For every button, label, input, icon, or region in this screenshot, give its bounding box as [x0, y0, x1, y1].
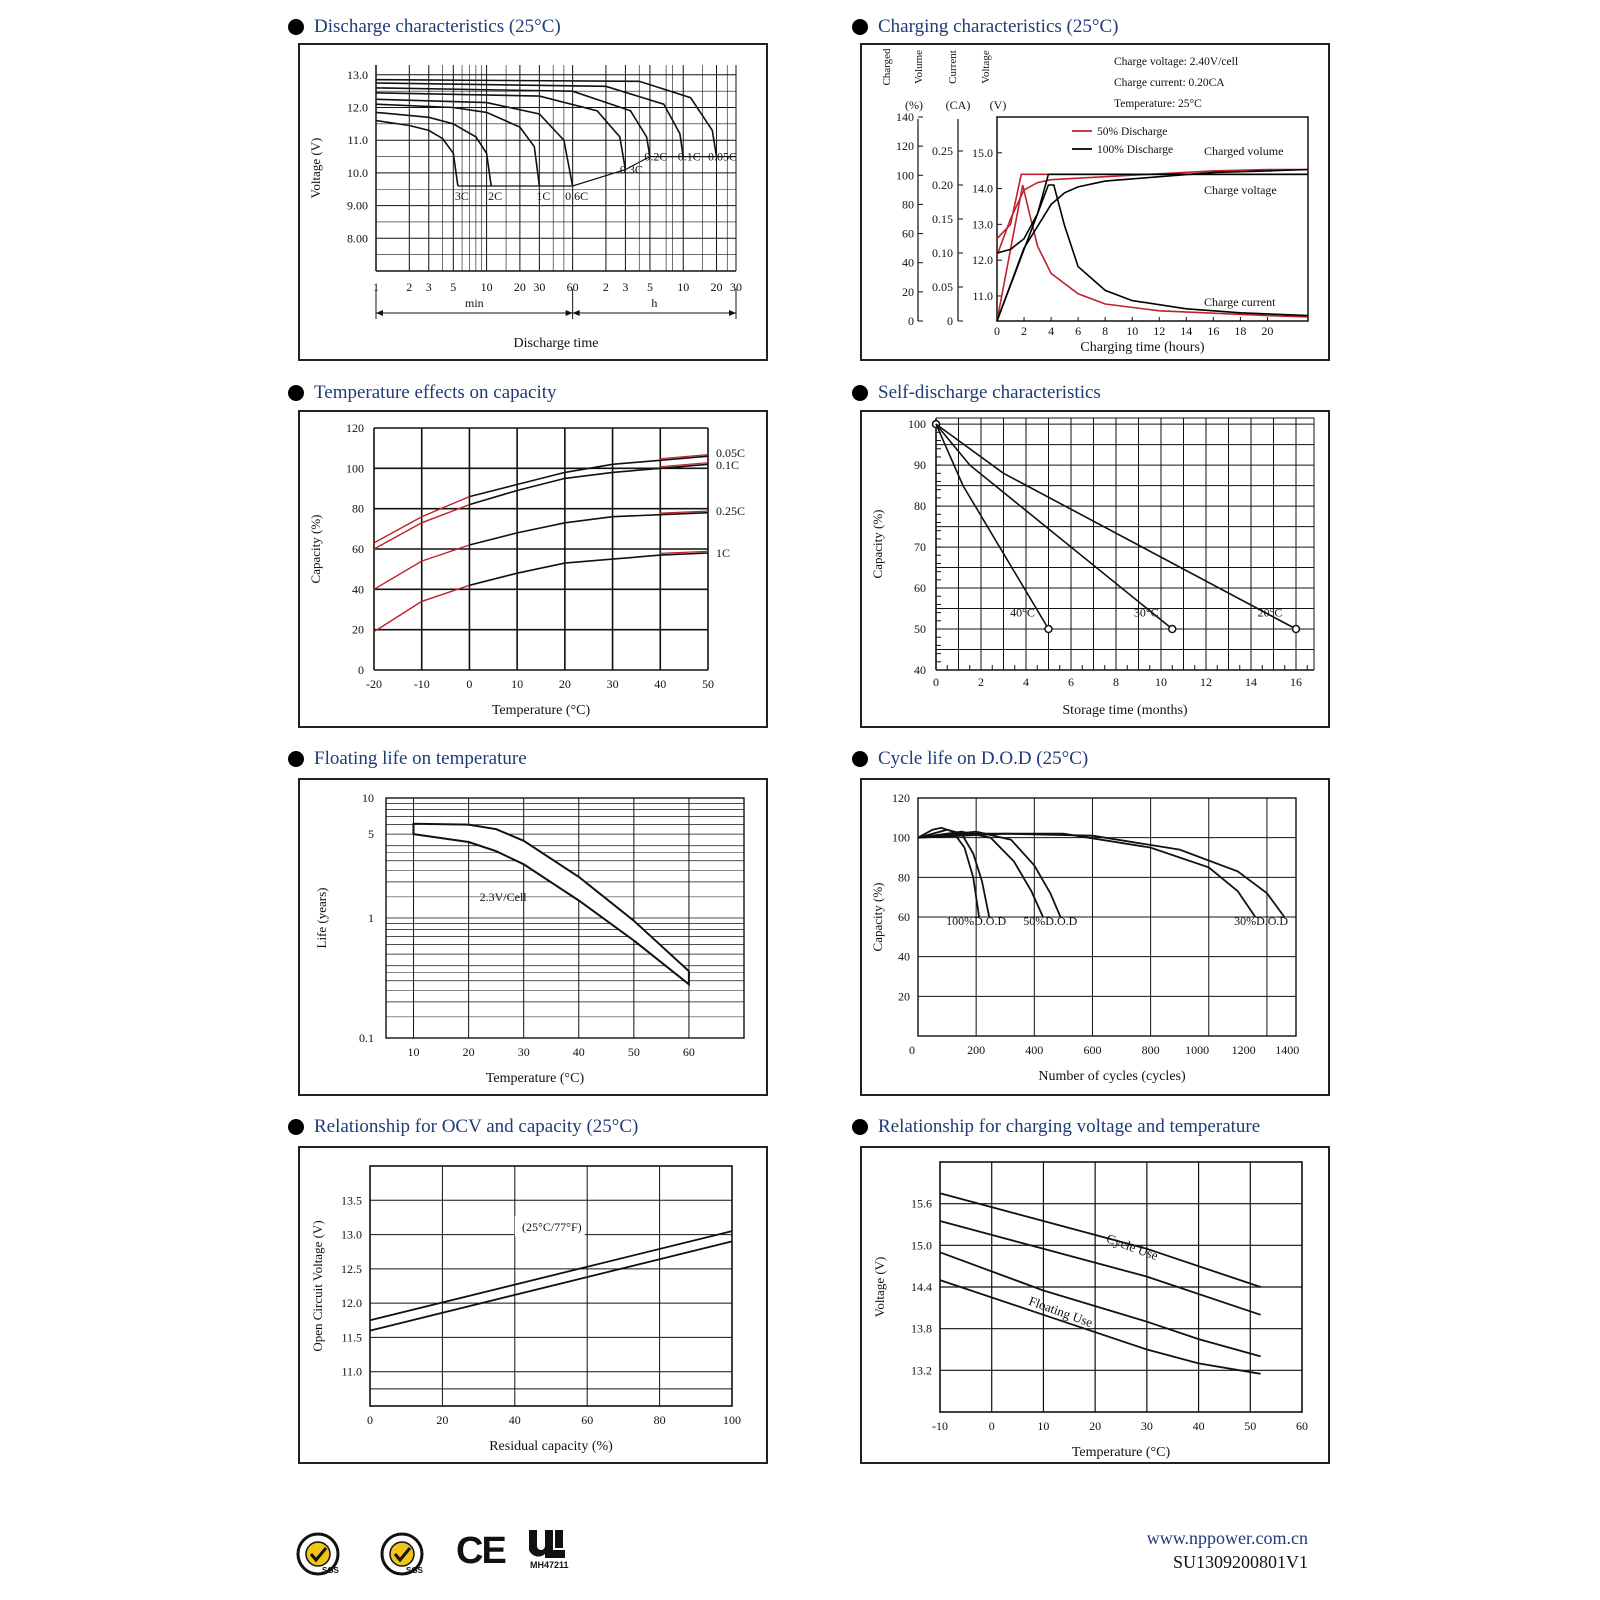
ul-label: MH47211 [530, 1560, 569, 1570]
y-tick-label-current: 0.10 [932, 246, 953, 260]
ul-mark [526, 1528, 576, 1570]
legend-label-100-discharge: 100% Discharge [1097, 144, 1174, 156]
heading-ocv [288, 1116, 638, 1138]
heading-floatlife [288, 748, 527, 770]
y-tick-label: 9.00 [347, 198, 368, 213]
bullet-icon [288, 1119, 304, 1135]
chargevoltage-chart [862, 1148, 1328, 1462]
discharge-curve-3c [376, 121, 458, 186]
condition-text: Charge voltage: 2.40V/cell [1114, 56, 1239, 68]
x-tick-label: 20 [513, 280, 526, 294]
cycle-curve-100-d-o-d [918, 828, 979, 917]
x-tick-label: 30 [533, 280, 546, 294]
x-tick-label: 800 [1141, 1043, 1160, 1057]
voltage-line-floating-use-lower [940, 1280, 1261, 1374]
x-tick-label: 0 [367, 1413, 373, 1427]
panel-ocv [298, 1146, 768, 1464]
y-tick-label: 11.0 [347, 133, 368, 148]
bullet-icon [288, 751, 304, 767]
y-tick-label: 13.0 [347, 67, 368, 82]
panel-temperature [298, 410, 768, 728]
bullet-icon [852, 19, 868, 35]
x-tick-label: 10 [1037, 1419, 1050, 1433]
x-tick-label: -20 [366, 677, 382, 691]
x-tick-label: 50 [627, 1045, 640, 1059]
x-tick-label: 1200 [1231, 1043, 1256, 1057]
x-tick-label: 0 [909, 1043, 915, 1057]
x-tick-label: 60 [581, 1413, 594, 1427]
y-tick-label: 11.5 [341, 1330, 362, 1345]
y-tick-label: 50 [914, 622, 926, 637]
x-tick-label: 80 [653, 1413, 666, 1427]
y-tick-label: 90 [914, 458, 926, 473]
y-tick-label: 120 [346, 421, 364, 435]
series-label-0-6c: 0.6C [565, 188, 589, 203]
temperature-curve-0-05c [469, 456, 708, 496]
x-tick-label: 16 [1290, 675, 1302, 689]
x-tick-label: 50 [1244, 1419, 1257, 1433]
y-tick-label: 10.0 [347, 165, 368, 180]
y-tick-label-volume: 100 [896, 168, 914, 183]
axis-header-voltage: Voltage [980, 50, 992, 84]
float-life-band [414, 824, 689, 985]
series-label-0-2c: 0.2C [644, 149, 668, 164]
bullet-icon [852, 1119, 868, 1135]
x-tick-label: 10 [1155, 675, 1167, 689]
sgs-cert-logo-1 [296, 1532, 346, 1583]
y-tick-label-volume: 60 [902, 226, 914, 241]
y-tick-label: 12.0 [347, 100, 368, 115]
y-axis-label: Voltage (V) [872, 1256, 887, 1318]
unit-header-v: (V) [989, 98, 1007, 112]
x-tick-label: 1000 [1185, 1043, 1210, 1057]
x-tick-label: 40 [654, 677, 667, 691]
y-tick-label: 100 [346, 461, 364, 476]
x-tick-label: 400 [1025, 1043, 1044, 1057]
y-axis-label: Capacity (%) [870, 882, 885, 952]
panel-selfdischarge [860, 410, 1330, 728]
cycle-curve-50-d-o-d-b [918, 832, 1061, 917]
x-tick-label: 600 [1083, 1043, 1102, 1057]
axis-header-volume: Volume [913, 49, 925, 85]
x-tick-label: 20 [436, 1413, 449, 1427]
y-axis-label: Capacity (%) [870, 509, 885, 579]
series-label-20-c: 20°C [1257, 605, 1283, 620]
end-point-marker-40-c [1045, 626, 1052, 633]
panel-cyclelife [860, 778, 1330, 1096]
y-tick-label: 40 [352, 582, 364, 597]
y-tick-label: 100 [908, 417, 926, 432]
y-tick-label-voltage: 14.0 [972, 181, 993, 196]
series-label-floating-use: Floating Use [1026, 1293, 1095, 1331]
condition-text: Temperature: 25°C [1114, 98, 1202, 110]
series-label-1c: 1C [536, 188, 551, 203]
bullet-icon [852, 385, 868, 401]
y-tick-label: 14.4 [911, 1280, 932, 1294]
series-label-0-1c: 0.1C [716, 458, 740, 472]
y-axis-label: Open Circuit Voltage (V) [310, 1220, 325, 1352]
y-tick-label: 0.1 [359, 1031, 374, 1045]
unit-header-percent: (%) [905, 98, 923, 112]
x-tick-label: 10 [677, 280, 690, 294]
x-tick-label: -10 [413, 677, 430, 691]
y-tick-label: 70 [914, 540, 926, 555]
y-tick-label-current: 0 [947, 314, 953, 328]
y-tick-label-volume: 80 [902, 197, 914, 212]
x-tick-label: 200 [967, 1043, 986, 1057]
series-label-0-25c: 0.25C [716, 504, 746, 518]
x-tick-label: 10 [480, 280, 493, 294]
cyclelife-chart [862, 780, 1328, 1094]
y-axis-label: Voltage (V) [308, 137, 323, 199]
x-tick-label: 12 [1200, 675, 1212, 689]
x-tick-label: 8 [1102, 324, 1109, 338]
panel-discharge [298, 43, 768, 361]
y-tick-label-current: 0.05 [932, 280, 953, 294]
series-label-40-c: 40°C [1010, 605, 1035, 620]
unit-header-ca: (CA) [945, 98, 971, 112]
x-tick-label: 14 [1245, 675, 1257, 689]
y-tick-label: 60 [898, 910, 910, 924]
y-tick-label-volume: 0 [908, 314, 914, 328]
y-tick-label: 80 [352, 501, 364, 516]
y-tick-label-volume: 140 [896, 110, 914, 124]
x-axis-label: Charging time (hours) [1080, 340, 1205, 355]
x-tick-label: 20 [710, 280, 723, 294]
x-tick-label: 6 [1075, 324, 1082, 338]
range-label-h: h [651, 296, 658, 310]
y-tick-label: 15.6 [911, 1196, 932, 1211]
y-tick-label: 1 [368, 911, 374, 925]
y-tick-label: 60 [352, 542, 364, 556]
y-tick-label-voltage: 11.0 [972, 288, 993, 303]
heading-selfdischarge-text: Self-discharge characteristics [878, 382, 1101, 403]
x-tick-label: 10 [1126, 324, 1139, 338]
discharge-chart [300, 45, 766, 359]
x-tick-label: 1400 [1275, 1043, 1300, 1057]
document-code: SU1309200801V1 [1172, 1552, 1308, 1572]
selfdischarge-chart [862, 412, 1328, 726]
curve-label-charged-volume: Charged volume [1204, 144, 1284, 158]
x-tick-label: 3 [425, 280, 432, 294]
bullet-icon [288, 19, 304, 35]
x-tick-label: 30 [730, 280, 742, 294]
x-tick-label: 30 [606, 677, 619, 691]
y-tick-label: 13.2 [911, 1363, 932, 1378]
series-label-30-c: 30°C [1133, 605, 1159, 620]
y-tick-label-current: 0.25 [932, 144, 953, 158]
series-label-3c: 3C [454, 188, 469, 203]
axis-header-current: Current [947, 50, 959, 84]
x-tick-label: 2 [1021, 324, 1028, 338]
x-tick-label: 5 [450, 280, 457, 294]
temperature-chart [300, 412, 766, 726]
series-label-0-05c: 0.05C [716, 446, 746, 460]
temperature-curve-0-25c [469, 513, 708, 545]
y-tick-label: 120 [892, 791, 910, 805]
series-label-cycle-use: Cycle Use [1104, 1230, 1161, 1264]
annotation-voltage: 2.3V/Cell [479, 889, 527, 904]
y-tick-label: 8.00 [347, 231, 368, 246]
x-tick-label: 14 [1180, 324, 1193, 338]
x-tick-label: 3 [622, 280, 629, 294]
annotation-temperature: (25°C/77°F) [522, 1220, 582, 1235]
y-tick-label: 40 [898, 949, 910, 964]
discharge-curve-0-2c [376, 88, 650, 157]
series-label-0-05c: 0.05C [708, 149, 738, 164]
bullet-icon [288, 385, 304, 401]
x-axis-label: Storage time (months) [1062, 703, 1188, 718]
range-label-min: min [464, 296, 484, 310]
y-tick-label-voltage: 12.0 [972, 253, 993, 268]
heading-chargevoltage-text: Relationship for charging voltage and temperature [878, 1116, 1261, 1137]
heading-discharge-text: Discharge characteristics (25°C) [314, 16, 561, 37]
series-label-0-1c: 0.1C [677, 149, 701, 164]
ocv-line-upper [370, 1231, 732, 1320]
y-tick-label: 11.0 [341, 1364, 362, 1379]
y-tick-label: 12.5 [341, 1261, 362, 1276]
y-tick-label: 100 [892, 830, 910, 845]
heading-ocv-text: Relationship for OCV and capacity (25°C) [314, 1116, 639, 1137]
ce-label: CE [456, 1530, 505, 1572]
y-tick-label: 10 [362, 791, 374, 805]
legend-label-50-discharge: 50% Discharge [1097, 126, 1168, 138]
cycle-curve-100-d-o-d-b [918, 830, 989, 917]
voltage-line-cycle-use-lower [940, 1221, 1261, 1315]
y-tick-label: 13.8 [911, 1321, 932, 1336]
curve-label-charge-voltage: Charge voltage [1204, 183, 1277, 197]
x-tick-label: 30 [517, 1045, 530, 1059]
heading-selfdischarge [852, 382, 1101, 404]
series-label-100-dod: 100%D.O.D [946, 913, 1007, 928]
condition-text: Charge current: 0.20CA [1114, 77, 1225, 89]
x-tick-label: 8 [1113, 675, 1119, 689]
x-tick-label: 0 [994, 324, 1000, 338]
y-axis-label: Capacity (%) [308, 514, 323, 584]
x-tick-label: 18 [1234, 324, 1247, 338]
x-tick-label: 1 [373, 280, 379, 294]
x-tick-label: 60 [566, 280, 579, 294]
y-tick-label: 13.5 [341, 1193, 362, 1208]
y-tick-label: 5 [368, 827, 374, 842]
heading-cyclelife [852, 748, 1088, 770]
ocv-line-lower [370, 1241, 732, 1330]
y-tick-label: 0 [358, 663, 364, 677]
temperature-curve-0-1c [469, 464, 708, 504]
y-tick-label: 80 [914, 499, 926, 514]
x-tick-label: 6 [1068, 675, 1074, 689]
y-tick-label-current: 0.15 [932, 212, 953, 226]
x-axis-label: Temperature (°C) [485, 1071, 585, 1086]
x-tick-label: -10 [932, 1419, 948, 1433]
x-tick-label: 10 [511, 677, 524, 691]
sgs-label-2: SGS [406, 1566, 423, 1575]
x-tick-label: 30 [1140, 1419, 1153, 1433]
x-tick-label: 20 [1261, 324, 1274, 338]
discharge-curve-0-3c [376, 93, 625, 170]
x-tick-label: 40 [1192, 1419, 1205, 1433]
series-label-50-dod: 50%D.O.D [1023, 913, 1078, 928]
heading-discharge [288, 16, 561, 38]
y-tick-label-volume: 20 [902, 284, 914, 299]
sgs-cert-logo-2 [380, 1532, 430, 1583]
y-tick-label: 60 [914, 581, 926, 596]
x-tick-label: 0 [466, 677, 473, 691]
series-label-30-dod: 30%D.O.D [1234, 913, 1289, 928]
x-tick-label: 2 [406, 280, 413, 294]
x-axis-label: Temperature (°C) [491, 703, 591, 718]
y-tick-label-volume: 120 [896, 139, 914, 154]
y-tick-label: 20 [898, 989, 910, 1004]
x-tick-label: 0 [988, 1419, 995, 1433]
voltage-line-cycle-use-upper [940, 1193, 1261, 1287]
x-tick-label: 5 [646, 280, 653, 294]
x-tick-label: 4 [1023, 675, 1029, 689]
heading-temperature-text: Temperature effects on capacity [314, 382, 557, 403]
x-tick-label: 60 [682, 1045, 695, 1059]
y-tick-label: 12.0 [341, 1296, 362, 1311]
x-tick-label: 40 [572, 1045, 585, 1059]
x-tick-label: 16 [1207, 324, 1220, 338]
sgs-label-1: SGS [322, 1566, 339, 1575]
x-tick-label: 0 [933, 675, 939, 689]
heading-cyclelife-text: Cycle life on D.O.D (25°C) [878, 748, 1089, 769]
x-tick-label: 20 [558, 677, 571, 691]
website-link[interactable]: www.nppower.com.cn [1146, 1528, 1308, 1548]
heading-floatlife-text: Floating life on temperature [314, 748, 527, 769]
x-tick-label: 100 [723, 1413, 741, 1427]
y-tick-label: 20 [352, 622, 364, 637]
panel-floatlife [298, 778, 768, 1096]
charging-chart [862, 45, 1328, 359]
temperature-curve-1c [469, 553, 708, 585]
heading-temperature [288, 382, 557, 404]
y-tick-label-voltage: 15.0 [972, 145, 993, 160]
x-tick-label: 10 [407, 1045, 420, 1059]
x-tick-label: 50 [702, 677, 714, 691]
x-tick-label: 2 [978, 675, 984, 689]
x-tick-label: 12 [1153, 324, 1166, 338]
x-axis-label: Discharge time [513, 336, 599, 351]
y-tick-label-current: 0.20 [932, 178, 953, 192]
x-axis-label: Temperature (°C) [1071, 1445, 1171, 1460]
ocv-chart [300, 1148, 766, 1462]
end-point-marker-30-c [1169, 626, 1176, 633]
y-axis-label: Life (years) [314, 887, 329, 949]
x-axis-label: Residual capacity (%) [489, 1439, 613, 1454]
series-label-0-3c: 0.3C [619, 162, 643, 177]
bullet-icon [852, 751, 868, 767]
heading-charging-text: Charging characteristics (25°C) [878, 16, 1119, 37]
y-tick-label: 80 [898, 870, 910, 885]
axis-header-charged: Charged [881, 48, 893, 86]
y-tick-label: 15.0 [911, 1238, 932, 1253]
end-point-marker-20-c [1293, 626, 1300, 633]
ul-logo-icon [526, 1528, 576, 1560]
x-tick-label: 2 [602, 280, 609, 294]
y-tick-label-voltage: 13.0 [972, 217, 993, 232]
x-axis-label: Number of cycles (cycles) [1038, 1069, 1186, 1084]
curve-label-charge-current: Charge current [1204, 295, 1276, 309]
panel-chargevoltage [860, 1146, 1330, 1464]
y-tick-label: 40 [914, 663, 926, 677]
voltage-line-floating-use-upper [940, 1252, 1261, 1356]
floatlife-chart [300, 780, 766, 1094]
y-tick-label-volume: 40 [902, 255, 914, 270]
x-tick-label: 60 [1296, 1419, 1308, 1433]
x-tick-label: 20 [462, 1045, 475, 1059]
x-tick-label: 40 [508, 1413, 521, 1427]
discharge-curve-1c [376, 104, 539, 186]
heading-charging [852, 16, 1118, 38]
x-tick-label: 4 [1048, 324, 1055, 338]
heading-chargevoltage [852, 1116, 1260, 1138]
x-tick-label: 20 [1089, 1419, 1102, 1433]
series-label-1c: 1C [716, 546, 731, 560]
series-label-2c: 2C [488, 188, 503, 203]
panel-charging [860, 43, 1330, 361]
y-tick-label: 13.0 [341, 1227, 362, 1242]
